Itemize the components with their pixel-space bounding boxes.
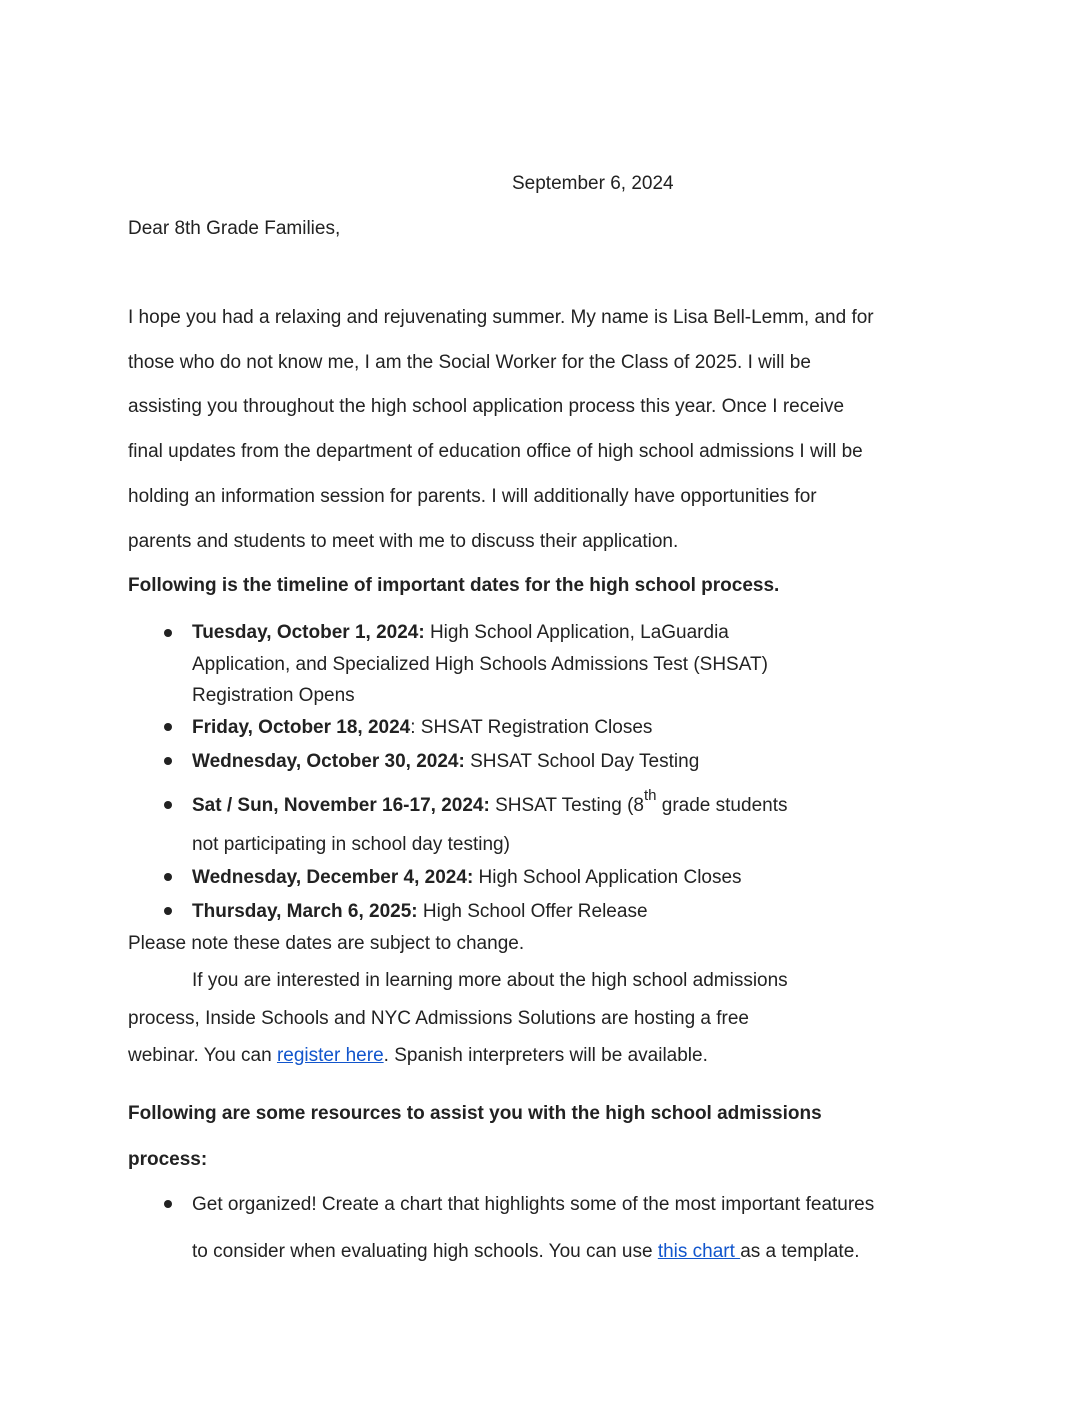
timeline-text: : SHSAT Registration Closes <box>410 717 653 738</box>
register-here-link[interactable]: register here <box>276 1045 384 1066</box>
timeline-date: Friday, October 18, 2024 <box>192 717 411 738</box>
timeline-date: Sat / Sun, November 16-17, 2024: <box>192 795 490 816</box>
ordinal-superscript: th <box>643 786 657 804</box>
intro-line: parents and students to meet with me to discuss their application. <box>128 531 679 552</box>
resource-line <box>192 1240 860 1264</box>
bullet-icon <box>164 757 172 765</box>
timeline-text: SHSAT School Day Testing <box>464 751 700 772</box>
bullet-icon <box>164 723 172 731</box>
timeline-text: grade students <box>656 795 788 816</box>
resources-heading: Following are some resources to assist you with the high school admissions <box>128 1103 822 1124</box>
resource-line: Get organized! Create a chart that highlights some of the most important features <box>192 1194 875 1215</box>
resource-text: to consider when evaluating high schools. You can use <box>192 1241 658 1262</box>
bullet-icon <box>164 907 172 915</box>
salutation: Dear 8th Grade Families, <box>128 218 341 239</box>
webinar-line <box>128 1044 708 1068</box>
timeline-item <box>192 750 699 774</box>
this-chart-link[interactable]: this chart <box>657 1241 741 1262</box>
intro-line: assisting you throughout the high school application process this year. Once I receive <box>128 396 845 417</box>
bullet-icon <box>164 629 172 637</box>
timeline-item <box>192 786 788 818</box>
timeline-text: High School Offer Release <box>417 901 648 922</box>
timeline-date: Wednesday, December 4, 2024: <box>192 867 474 888</box>
timeline-text: not participating in school day testing) <box>192 834 510 855</box>
intro-line: I hope you had a relaxing and rejuvenating summer. My name is Lisa Bell-Lemm, and for <box>128 307 874 328</box>
dates-note: Please note these dates are subject to change. <box>128 933 525 954</box>
timeline-date: Thursday, March 6, 2025: <box>192 901 418 922</box>
timeline-item <box>192 866 742 890</box>
letter-date: September 6, 2024 <box>512 173 674 194</box>
timeline-date: Wednesday, October 30, 2024: <box>192 751 465 772</box>
webinar-text: . Spanish interpreters will be available. <box>383 1045 708 1066</box>
timeline-text: Application, and Specialized High Schools Admissions Test (SHSAT) <box>192 654 768 675</box>
bullet-icon <box>164 801 172 809</box>
bullet-icon <box>164 873 172 881</box>
webinar-line: If you are interested in learning more about the high school admissions <box>192 970 788 991</box>
timeline-heading: Following is the timeline of important dates for the high school process. <box>128 575 780 596</box>
intro-line: those who do not know me, I am the Social Worker for the Class of 2025. I will be <box>128 352 811 373</box>
timeline-text: Registration Opens <box>192 685 355 706</box>
bullet-icon <box>164 1200 172 1208</box>
timeline-text: High School Application Closes <box>473 867 742 888</box>
webinar-text: webinar. You can <box>128 1045 277 1066</box>
timeline-text: SHSAT Testing (8 <box>489 795 644 816</box>
timeline-text: High School Application, LaGuardia <box>424 622 729 643</box>
timeline-item <box>192 621 729 645</box>
resource-text: as a template. <box>740 1241 860 1262</box>
timeline-date: Tuesday, October 1, 2024: <box>192 622 425 643</box>
resources-heading: process: <box>128 1149 208 1170</box>
intro-line: holding an information session for parents. I will additionally have opportunities for <box>128 486 817 507</box>
intro-line: final updates from the department of education office of high school admissions I will be <box>128 441 863 462</box>
webinar-line: process, Inside Schools and NYC Admissions Solutions are hosting a free <box>128 1008 749 1029</box>
timeline-item <box>192 716 652 740</box>
timeline-item <box>192 900 648 924</box>
